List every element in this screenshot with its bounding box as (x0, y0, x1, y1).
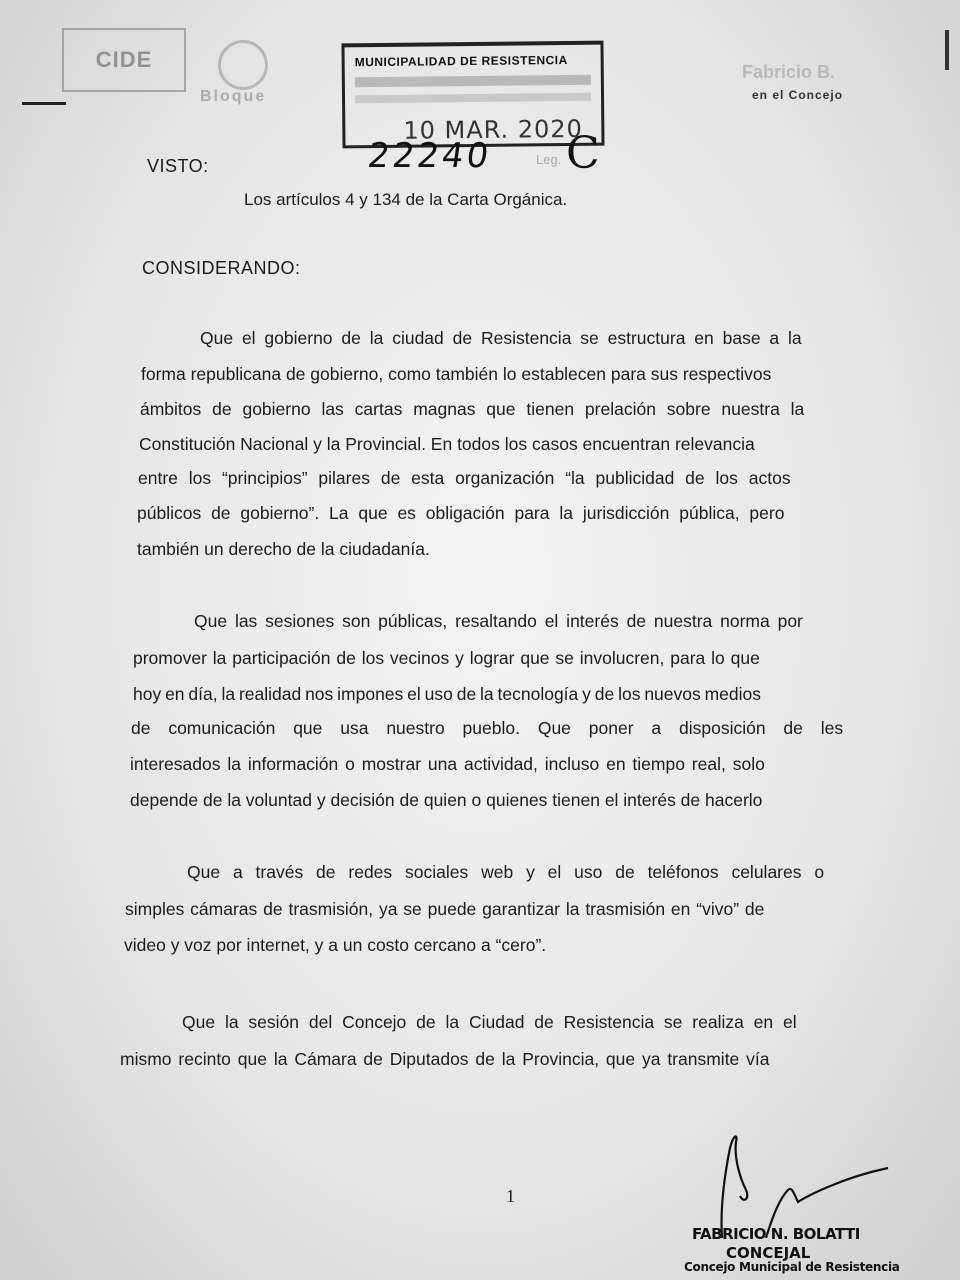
letterhead (0, 0, 960, 200)
councilor-brand: Fabricio B. (742, 62, 836, 82)
paragraph-line: simples cámaras de trasmisión, ya se puede garantizar la trasmisión en “vivo” de (125, 899, 765, 919)
paragraph-line: también un derecho de la ciudadanía. (137, 539, 430, 559)
paragraph-line: Que la sesión del Concejo de la Ciudad de Resistencia se realiza en el (182, 1012, 797, 1032)
stamp-title: MUNICIPALIDAD DE RESISTENCIA (354, 53, 568, 70)
page-number: 1 (506, 1186, 515, 1206)
stamp-faded-line (355, 75, 591, 87)
signature-role: CONCEJAL (726, 1244, 811, 1262)
paragraph-line: públicos de gobierno”. La que es obligación para la jurisdicción pública, pero (137, 503, 785, 523)
party-logo: CIDE (62, 28, 186, 92)
visto-heading: VISTO: (147, 156, 209, 176)
margin-dash (22, 102, 66, 105)
paragraph-line: interesados la información o mostrar una actividad, incluso en tiempo real, solo (130, 754, 765, 774)
signature-organization: Concejo Municipal de Resistencia (684, 1260, 900, 1274)
councilor-brand-subtitle: en el Concejo (752, 88, 844, 102)
paragraph-line: hoy en día, la realidad nos impones el uso de la tecnología y de los nuevos medios (133, 684, 762, 704)
file-letter: C (566, 128, 600, 179)
stamp-date: 10 MAR. 2020 (403, 114, 583, 145)
paragraph-line: ámbitos de gobierno las cartas magnas que tienen prelación sobre nuestra la (140, 399, 805, 419)
paragraph-line: forma republicana de gobierno, como también lo establecen para sus respectivos (141, 364, 772, 384)
considerando-heading: CONSIDERANDO: (142, 258, 301, 278)
scan-mark (945, 30, 949, 70)
party-logo-subtitle: Bloque (200, 88, 267, 105)
paragraph-line: entre los “principios” pilares de esta organización “la publicidad de los actos (138, 468, 791, 488)
signature-name: FABRICIO N. BOLATTI (692, 1225, 860, 1243)
paragraph-line: promover la participación de los vecinos y lograr que se involucren, para lo que (133, 648, 760, 668)
paragraph-line: video y voz por internet, y a un costo cercano a “cero”. (124, 935, 547, 955)
paragraph-line: Constitución Nacional y la Provincial. En todos los casos encuentran relevancia (139, 434, 755, 454)
emblem-icon (218, 40, 268, 90)
paragraph-line: de comunicación que usa nuestro pueblo. Que poner a disposición de les (131, 718, 844, 738)
file-number: 22240 (365, 136, 494, 176)
handwritten-signature (700, 1128, 900, 1238)
visto-text: Los artículos 4 y 134 de la Carta Orgánica. (244, 190, 568, 209)
stamp-tail: Leg. (536, 152, 562, 167)
paragraph-line: depende de la voluntad y decisión de quien o quienes tienen el interés de hacerlo (130, 790, 763, 810)
paragraph-line: Que a través de redes sociales web y el uso de teléfonos celulares o (187, 862, 825, 882)
stamp-faded-line (355, 93, 591, 103)
paragraph-line: mismo recinto que la Cámara de Diputados de la Provincia, que ya transmite vía (120, 1049, 770, 1069)
paragraph-line: Que el gobierno de la ciudad de Resistencia se estructura en base a la (200, 328, 802, 348)
paragraph-line: Que las sesiones son públicas, resaltando el interés de nuestra norma por (194, 611, 803, 631)
